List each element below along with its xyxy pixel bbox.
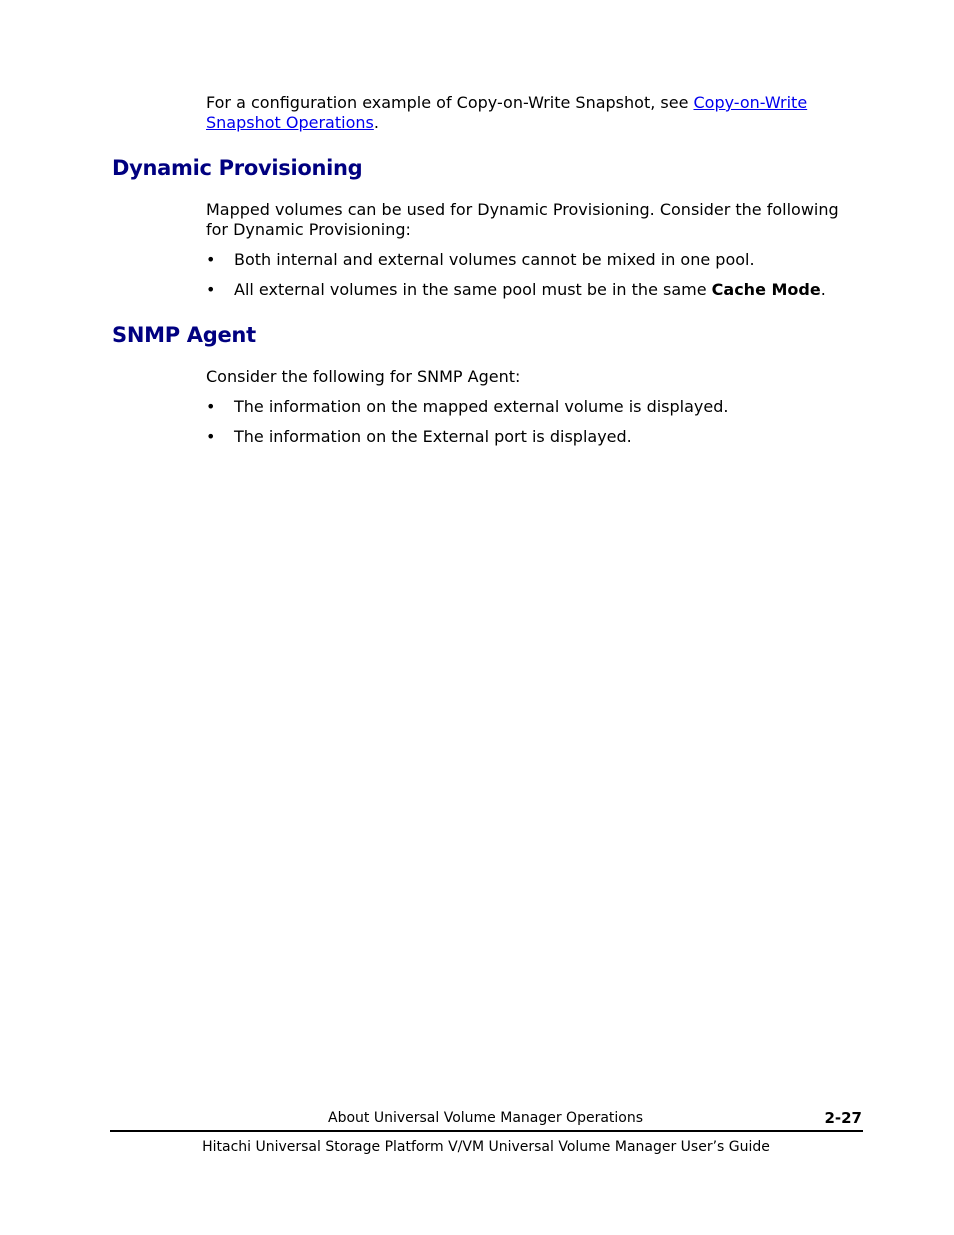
snmp-agent-heading: SNMP Agent (112, 323, 256, 347)
list-item-text: All external volumes in the same pool must be in the same Cache Mode. (234, 280, 826, 299)
bullet-icon: • (206, 427, 216, 446)
intro-period: . (373, 113, 379, 132)
bullet-icon: • (206, 250, 216, 269)
footer-guide-title: Hitachi Universal Storage Platform V/VM Universal Volume Manager User’s Guide (202, 1139, 770, 1155)
dynamic-provisioning-intro: Mapped volumes can be used for Dynamic Provisioning. Consider the following for Dynamic Provisioning: (206, 200, 839, 239)
intro-text: For a configuration example of Copy-on-Write Snapshot, see (206, 93, 694, 112)
footer-chapter-title: About Universal Volume Manager Operations (328, 1110, 644, 1126)
list-item (206, 250, 866, 270)
list-item (206, 280, 866, 300)
list-item-text: The information on the External port is displayed. (234, 427, 632, 446)
footer-divider (110, 1130, 863, 1132)
intro-paragraph (206, 93, 866, 133)
list-item (206, 427, 866, 447)
cache-mode-term: Cache Mode (711, 280, 821, 299)
snmp-agent-intro: Consider the following for SNMP Agent: (206, 367, 521, 386)
list-item-text: Both internal and external volumes cannot be mixed in one pool. (234, 250, 755, 269)
page-number: 2-27 (824, 1109, 862, 1127)
copy-on-write-link[interactable]: Copy-on-Write Snapshot Operations (206, 93, 808, 132)
dynamic-provisioning-heading: Dynamic Provisioning (112, 156, 363, 180)
list-item (206, 397, 866, 417)
list-item-text: The information on the mapped external volume is displayed. (234, 397, 729, 416)
bullet-icon: • (206, 280, 216, 299)
bullet-icon: • (206, 397, 216, 416)
